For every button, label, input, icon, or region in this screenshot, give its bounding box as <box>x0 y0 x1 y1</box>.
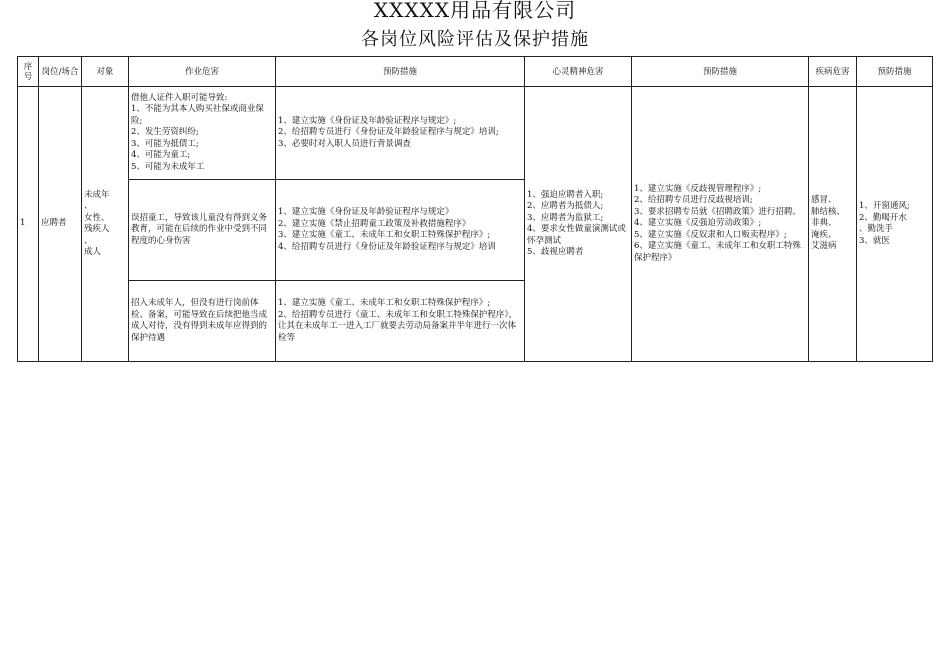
work-measure-cell: 1、建立实施《身份证及年龄验证程序与规定》; 2、给招聘专员进行《身份证及年龄验证程序与规定》培训; 3、必要时对入职人员进行背景调查 <box>276 87 525 180</box>
mental-measure-cell: 1、建立实施《反歧视管理程序》; 2、给招聘专员进行反歧视培训; 3、要求招聘专员就《招聘政策》进行招聘。 4、建立实施《反强迫劳动政策》; 5、建立实施《反奴隶和人口贩卖程序》; 6、建立实施《童工、未成年工和女职工特殊保护程序》 <box>632 87 809 362</box>
risk-assessment-table <box>17 56 933 362</box>
work-hazard-cell: 借他人证件入职可能导致: 1、不能为其本人购买社保或商业保险; 2、发生劳资纠纷; 3、可能为抵债工; 4、可能为童工; 5、可能为未成年工 <box>129 87 276 180</box>
table-row <box>18 87 933 180</box>
document-subtitle: 各岗位风险评估及保护措施 <box>361 29 589 50</box>
col-header-mental-measure: 预防措施 <box>632 57 809 87</box>
disease-measure-cell: 1、开窗通风; 2、勤喝开水 、勤洗手 3、就医 <box>857 87 933 362</box>
col-header-target: 对象 <box>82 57 129 87</box>
row-number: 1 <box>18 87 39 362</box>
company-title: XXXXX用品有限公司 <box>373 0 577 22</box>
work-hazard-cell: 招入未成年人，但没有进行岗前体检、备案，可能导致在后续把他当成成人对待，没有得到未成年应得到的保护待遇 <box>129 281 276 362</box>
col-header-disease-hazard: 疾病危害 <box>809 57 857 87</box>
col-header-no: 序号 <box>18 57 39 87</box>
col-header-work-hazard: 作业危害 <box>129 57 276 87</box>
col-header-work-measure: 预防措施 <box>276 57 525 87</box>
table-header-row <box>18 57 933 87</box>
work-measure-cell: 1、建立实施《身份证及年龄验证程序与规定》 2、建立实施《禁止招聘童工政策及补救措施程序》 3、建立实施《童工、未成年工和女职工特殊保护程序》; 4、给招聘专员进行《身份证及年龄验证程序与规定》培训 <box>276 180 525 281</box>
col-header-mental-hazard: 心灵精神危害 <box>525 57 632 87</box>
disease-hazard-cell: 感冒、 肺结核、 非典、 淹疾、 艾滋病 <box>809 87 857 362</box>
mental-hazard-cell: 1、强迫应聘者入职; 2、应聘者为抵债人; 3、应聘者为监狱工; 4、要求女性做童演测试或怀孕测试 5、歧视应聘者 <box>525 87 632 362</box>
work-hazard-cell: 误招童工，导致该儿童没有得到义务教育，可能在后续的作业中受到不同程度的心身伤害 <box>129 180 276 281</box>
col-header-disease-measure: 预防措施 <box>857 57 933 87</box>
work-measure-cell: 1、建立实施《童工、未成年工和女职工特殊保护程序》; 2、给招聘专员进行《童工、未成年工和女职工特殊保护程序》，让其在未成年工一进入工厂就要去劳动局备案并半年进行一次体检等 <box>276 281 525 362</box>
col-header-post: 岗位/场合 <box>39 57 82 87</box>
post-cell: 应聘者 <box>39 87 82 362</box>
target-cell: 未成年 、 女性、 残疾人 、 成人 <box>82 87 129 362</box>
